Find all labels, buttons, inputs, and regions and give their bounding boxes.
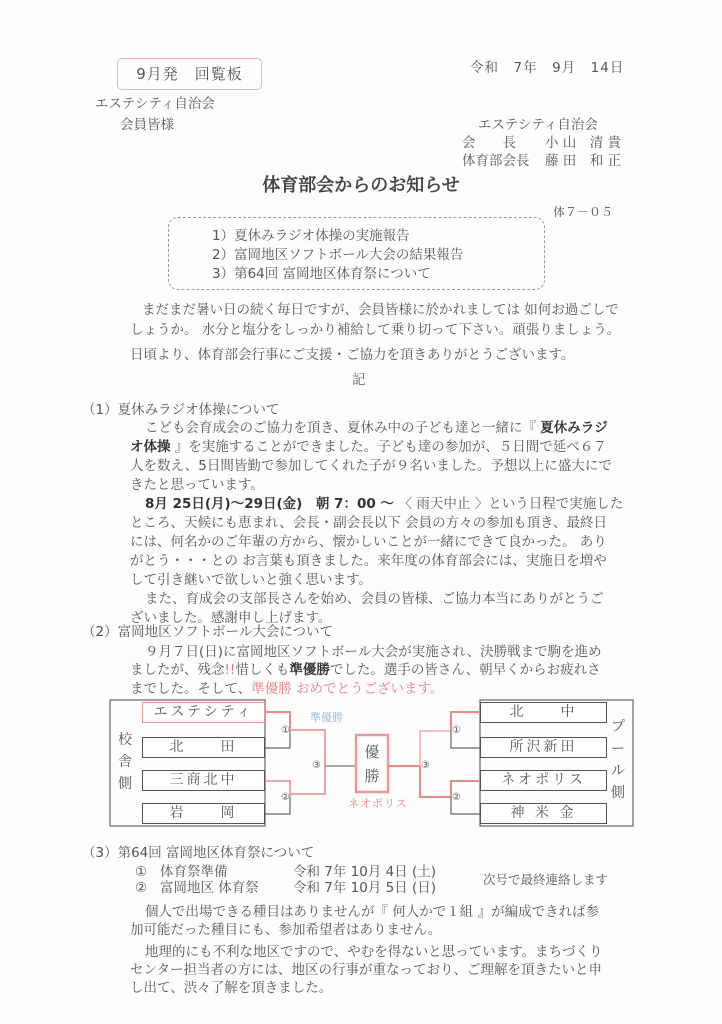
greeting-line: まだまだ暑い日の続く毎日ですが、会員皆様に於かれましては 如何お過ごしで (142, 302, 619, 318)
s3-line: 地理的にも不利な地区ですので、やむを得ないと思っています。まちづくり (145, 944, 603, 960)
greeting-line: しょうか。 水分と塩分をしっかり補給して乗り切って下さい。頑張りましょう。 (130, 322, 621, 338)
greeting-line: 日頃より、体育部会行事にご支援・ご協力を頂きありがとうございます。 (130, 347, 575, 363)
event-number: ② (135, 880, 148, 896)
section-1-heading: （1）夏休みラジオ体操について (82, 402, 280, 418)
s1-line: 人を数え、5日間皆勤で参加してくれた子が９名いました。予想以上に盛大にで (130, 458, 612, 474)
s1-line: きたと思っています。 (130, 477, 264, 493)
runner-up-label: 準優勝 (310, 711, 343, 724)
sports-name: 藤 田 和 正 (545, 153, 622, 169)
s1-line: ざいました。感謝申し上げます。 (130, 610, 332, 626)
event-number: ① (135, 864, 148, 880)
s3-line: 加可能だった種目にも、参加希望者はありません。 (130, 922, 442, 938)
winner-label: ネオポリス (348, 797, 408, 810)
chair-name: 小 山 清 貴 (545, 135, 622, 151)
toc-item: 3）第64回 富岡地区体育祭について (212, 266, 431, 282)
round-mark: ③ (312, 760, 321, 771)
s1-line: がとう・・・との お言葉も頂きました。来年度の体育部会には、実施日を増や (130, 553, 607, 569)
schedule-bold: 8月 25日(月)～29日(金) 朝 7：00 ～ (145, 496, 399, 512)
ki-mark: 記 (352, 372, 366, 388)
text: 』を実施することができました。子ども達の参加が、５日間で延べ６７ (170, 439, 607, 455)
round-mark: ③ (421, 760, 430, 771)
s1-line: ところ、天候にも恵まれ、会長・副会長以下 会員の方々の参加も頂き、最終日 (130, 515, 608, 531)
text: こども会育成会のご協力を頂き、夏休み中の子ども達と一緒に『 (145, 420, 541, 436)
toc-item: 1）夏休みラジオ体操の実施報告 (212, 228, 410, 244)
team-box: 北 中 (480, 702, 607, 723)
text: 〈 雨天中止 〉という日程で実施した (398, 496, 624, 512)
event-name: 富岡地区 体育祭 (160, 880, 259, 896)
bold-text: 夏休みラジ (540, 420, 608, 436)
to-members: 会員皆様 (120, 117, 174, 133)
s1-line: また、育成会の支部長さんを始め、会員の皆様、ご協力本当にありがとうご (145, 591, 604, 607)
team-box: エステシティ (142, 702, 265, 723)
champion-box: 優勝 (364, 743, 380, 785)
section-2-heading: （2）富岡地区ソフトボール大会について (82, 624, 334, 640)
team-box: 北 田 (142, 737, 265, 758)
section-3-heading: （3）第64回 富岡地区体育祭について (82, 845, 315, 861)
round-mark: ① (452, 725, 461, 736)
red-text: 準優勝 おめでとうございます。 (251, 681, 444, 697)
round-mark: ② (452, 792, 461, 803)
red-text: !! (224, 662, 236, 678)
right-side-label: プール側 (611, 719, 625, 801)
event-date: 令和 7年 10月 5日 (日) (293, 880, 437, 896)
bold-text: オ体操 (130, 439, 171, 455)
left-side-label: 校舎側 (118, 732, 132, 792)
s3-line: 個人で出場できる種目はありませんが『 何人かで１組 』が編成できれば参 (145, 904, 600, 920)
toc-item: 2）富岡地区ソフトボール大会の結果報告 (212, 247, 464, 263)
event-name: 体育祭準備 (160, 864, 228, 880)
page-title: 体育部会からのお知らせ (262, 175, 460, 196)
team-box: ネオポリス (480, 770, 607, 791)
text: までした。そして、 (130, 681, 252, 697)
sports-title: 体育部会長 (462, 153, 530, 169)
chair-title: 会 長 (462, 135, 516, 151)
text: でした。選手の皆さん、朝早くからお疲れさ (329, 662, 601, 678)
team-box: 三商北中 (142, 770, 265, 791)
s2-line: ９月７日(日)に富岡地区ソフトボール大会が実施され、決勝戦まで駒を進め (145, 644, 602, 660)
s1-line: には、何名かのご年輩の方から、懐かしいことが一緒にできて良かった。 あり (130, 534, 607, 550)
team-box: 所沢新田 (480, 737, 607, 758)
team-box: 神 米 金 (480, 803, 607, 824)
event-note: 次号で最終連絡します (483, 872, 609, 887)
date: 令和 7年 9月 14日 (470, 60, 625, 76)
s3-line: センター担当者の方には、地区の行事が重なっており、ご理解を頂きたいと申 (130, 962, 602, 978)
text: ましたが、残念 (130, 662, 225, 678)
s3-line: し出て、渋々了解を頂きました。 (130, 980, 333, 996)
team-box: 岩 岡 (142, 803, 265, 824)
round-mark: ② (281, 792, 290, 803)
circular-label: 9月発 回覧板 (117, 58, 262, 90)
doc-number: 体７－０５ (553, 205, 614, 219)
event-date: 令和 7年 10月 4日 (土) (293, 864, 437, 880)
from-org: エステシティ自治会 (478, 117, 598, 133)
to-org: エステシティ自治会 (95, 96, 215, 112)
round-mark: ① (281, 725, 290, 736)
text: 惜しくも (235, 662, 290, 678)
bold-text: 準優勝 (289, 662, 330, 678)
s1-line: して引き継いで欲しいと強く思います。 (130, 572, 372, 588)
